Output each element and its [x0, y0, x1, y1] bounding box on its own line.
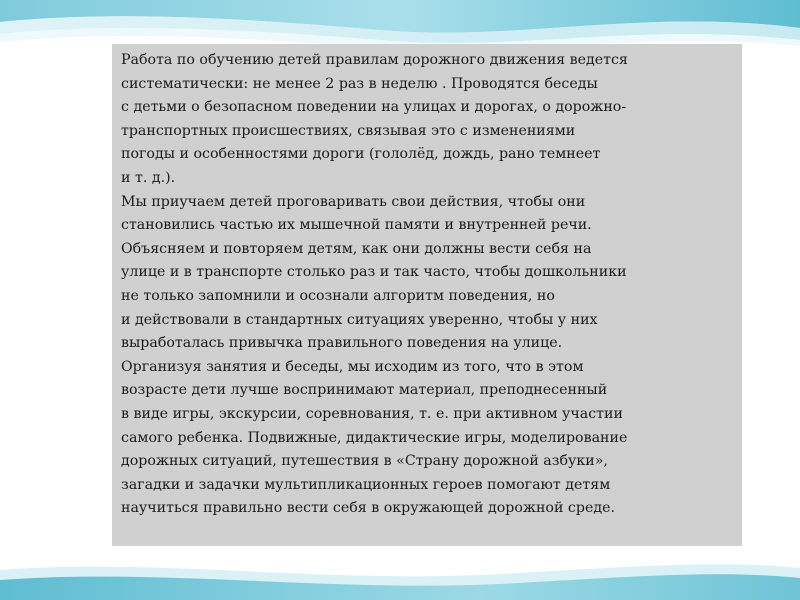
- text-line: транспортных происшествиях, связывая это с изменениями: [121, 122, 576, 139]
- text-line: в виде игры, экскурсии, соревнования, т. е. при активном участии: [121, 405, 623, 422]
- text-line: не только запомнили и осознали алгоритм поведения, но: [121, 287, 555, 304]
- text-line: Работа по обучению детей правилам дорожного движения ведется: [121, 52, 628, 68]
- text-line: выработалась привычка правильного поведения на улице.: [121, 335, 563, 352]
- text-line: загадки и задачки мультипликационных героев помогают детям: [121, 476, 611, 493]
- text-line: Мы приучаем детей проговаривать свои действия, чтобы они: [121, 193, 586, 210]
- text-line: и т. д.).: [121, 169, 176, 186]
- text-line: улице и в транспорте столько раз и так часто, чтобы дошкольники: [121, 264, 627, 281]
- text-line: погоды и особенностями дороги (гололёд, дождь, рано темнеет: [121, 146, 601, 163]
- text-line: дорожных ситуаций, путешествия в «Страну дорожной азбуки»,: [121, 453, 608, 470]
- text-line: систематически: не менее 2 раз в неделю . Проводятся беседы: [121, 75, 598, 92]
- text-line: Объясняем и повторяем детям, как они должны вести себя на: [121, 240, 592, 257]
- bottom-wave-decoration: [0, 540, 800, 600]
- text-line: с детьми о безопасном поведении на улицах и дорогах, о дорожно-: [121, 99, 627, 116]
- text-line: научиться правильно вести себя в окружающей дорожной среде.: [121, 500, 615, 517]
- text-line: становились частью их мышечной памяти и внутренней речи.: [121, 217, 592, 234]
- text-line: Организуя занятия и беседы, мы исходим из того, что в этом: [121, 358, 584, 375]
- body-paragraph: [121, 49, 746, 521]
- text-line: самого ребенка. Подвижные, дидактические игры, моделирование: [121, 429, 628, 446]
- text-line: и действовали в стандартных ситуациях уверенно, чтобы у них: [121, 311, 598, 328]
- text-line: возрасте дети лучше воспринимают материал, преподнесенный: [121, 382, 608, 399]
